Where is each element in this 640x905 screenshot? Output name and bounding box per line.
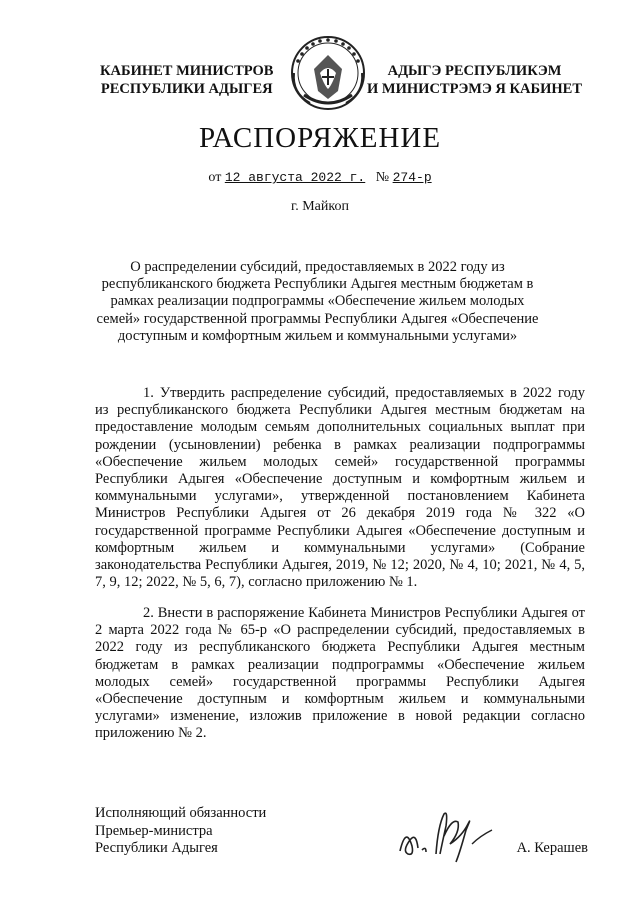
document-subject: О распределении субсидий, предоставляемых в 2022 году из республиканского бюджета Республики Адыгея местным бюджетам в рамках реализации подпрограммы «Обеспечение жильем молодых семей» государственной программы Республики Адыгея «Обеспечение доступным и комфортным жильем и коммунальными услугами» [96,259,539,344]
coat-of-arms-emblem [284,33,372,113]
document-title: РАСПОРЯЖЕНИЕ [198,122,442,154]
signatory-position [95,805,266,858]
issuer-right-line1: АДЫГЭ РЕСПУБЛИКЭМ [387,63,562,79]
document-date: 12 августа 2022 г. [224,170,366,185]
signatory-name: А. Керашев [516,840,588,856]
document-number: 274-р [392,170,432,185]
issuer-right-line2: И МИНИСТРЭМЭ Я КАБИНЕТ [367,81,582,97]
date-prefix: от [208,170,222,185]
paragraph-2: 2. Внести в распоряжение Кабинета Министров Республики Адыгея от 2 марта 2022 года № 65-р «О распределении субсидий, предоставляемых в 2022 году из республиканского бюджета Республики Адыгея местным бюджетам в рамках реализации подпрограммы «Обеспечение жильем молодых семей» государственной программы Республики Адыгея «Обеспечение доступным и комфортным жильем и коммунальными услугами» изменение, изложив приложение в новой редакции согласно приложению № 2. [95,605,585,742]
signatory-position-line2: Премьер-министра [95,822,213,839]
paragraph-1: 1. Утвердить распределение субсидий, предоставляемых в 2022 году из республиканского бюджета Республики Адыгея местным бюджетам на предоставление молодым семьям дополнительных социальных выплат при рождении (усыновлении) ребенка в рамках реализации подпрограммы «Обеспечение жильем молодых семей» государственной программы Республики Адыгея «Обеспечение доступным и комфортным жильем и коммунальными услугами», утвержденной постановлением Кабинета Министров Республики Адыгея от 26 декабря 2019 года № 322 «О государственной программе Республики Адыгея «Обеспечение доступным и комфортным жильем и коммунальными услугами» (Собрание законодательства Республики Адыгея, 2019, № 12; 2020, № 4, 10; 2021, № 4, 5, 7, 9, 12; 2022, № 5, 6, 7), согласно приложению № 1. [95,385,585,591]
issuer-left-line2: РЕСПУБЛИКИ АДЫГЕЯ [100,81,273,97]
signatory-position-line1: Исполняющий обязанности [95,805,267,821]
issuer-left [100,62,273,98]
issuer-left-line1: КАБИНЕТ МИНИСТРОВ [100,63,274,79]
document-dateline [0,170,640,186]
city: г. Майкоп [291,199,349,214]
handwritten-signature [392,796,502,866]
number-label: № [375,170,390,185]
issuer-right [367,62,582,98]
signatory-position-line3: Республики Адыгея [95,840,218,856]
